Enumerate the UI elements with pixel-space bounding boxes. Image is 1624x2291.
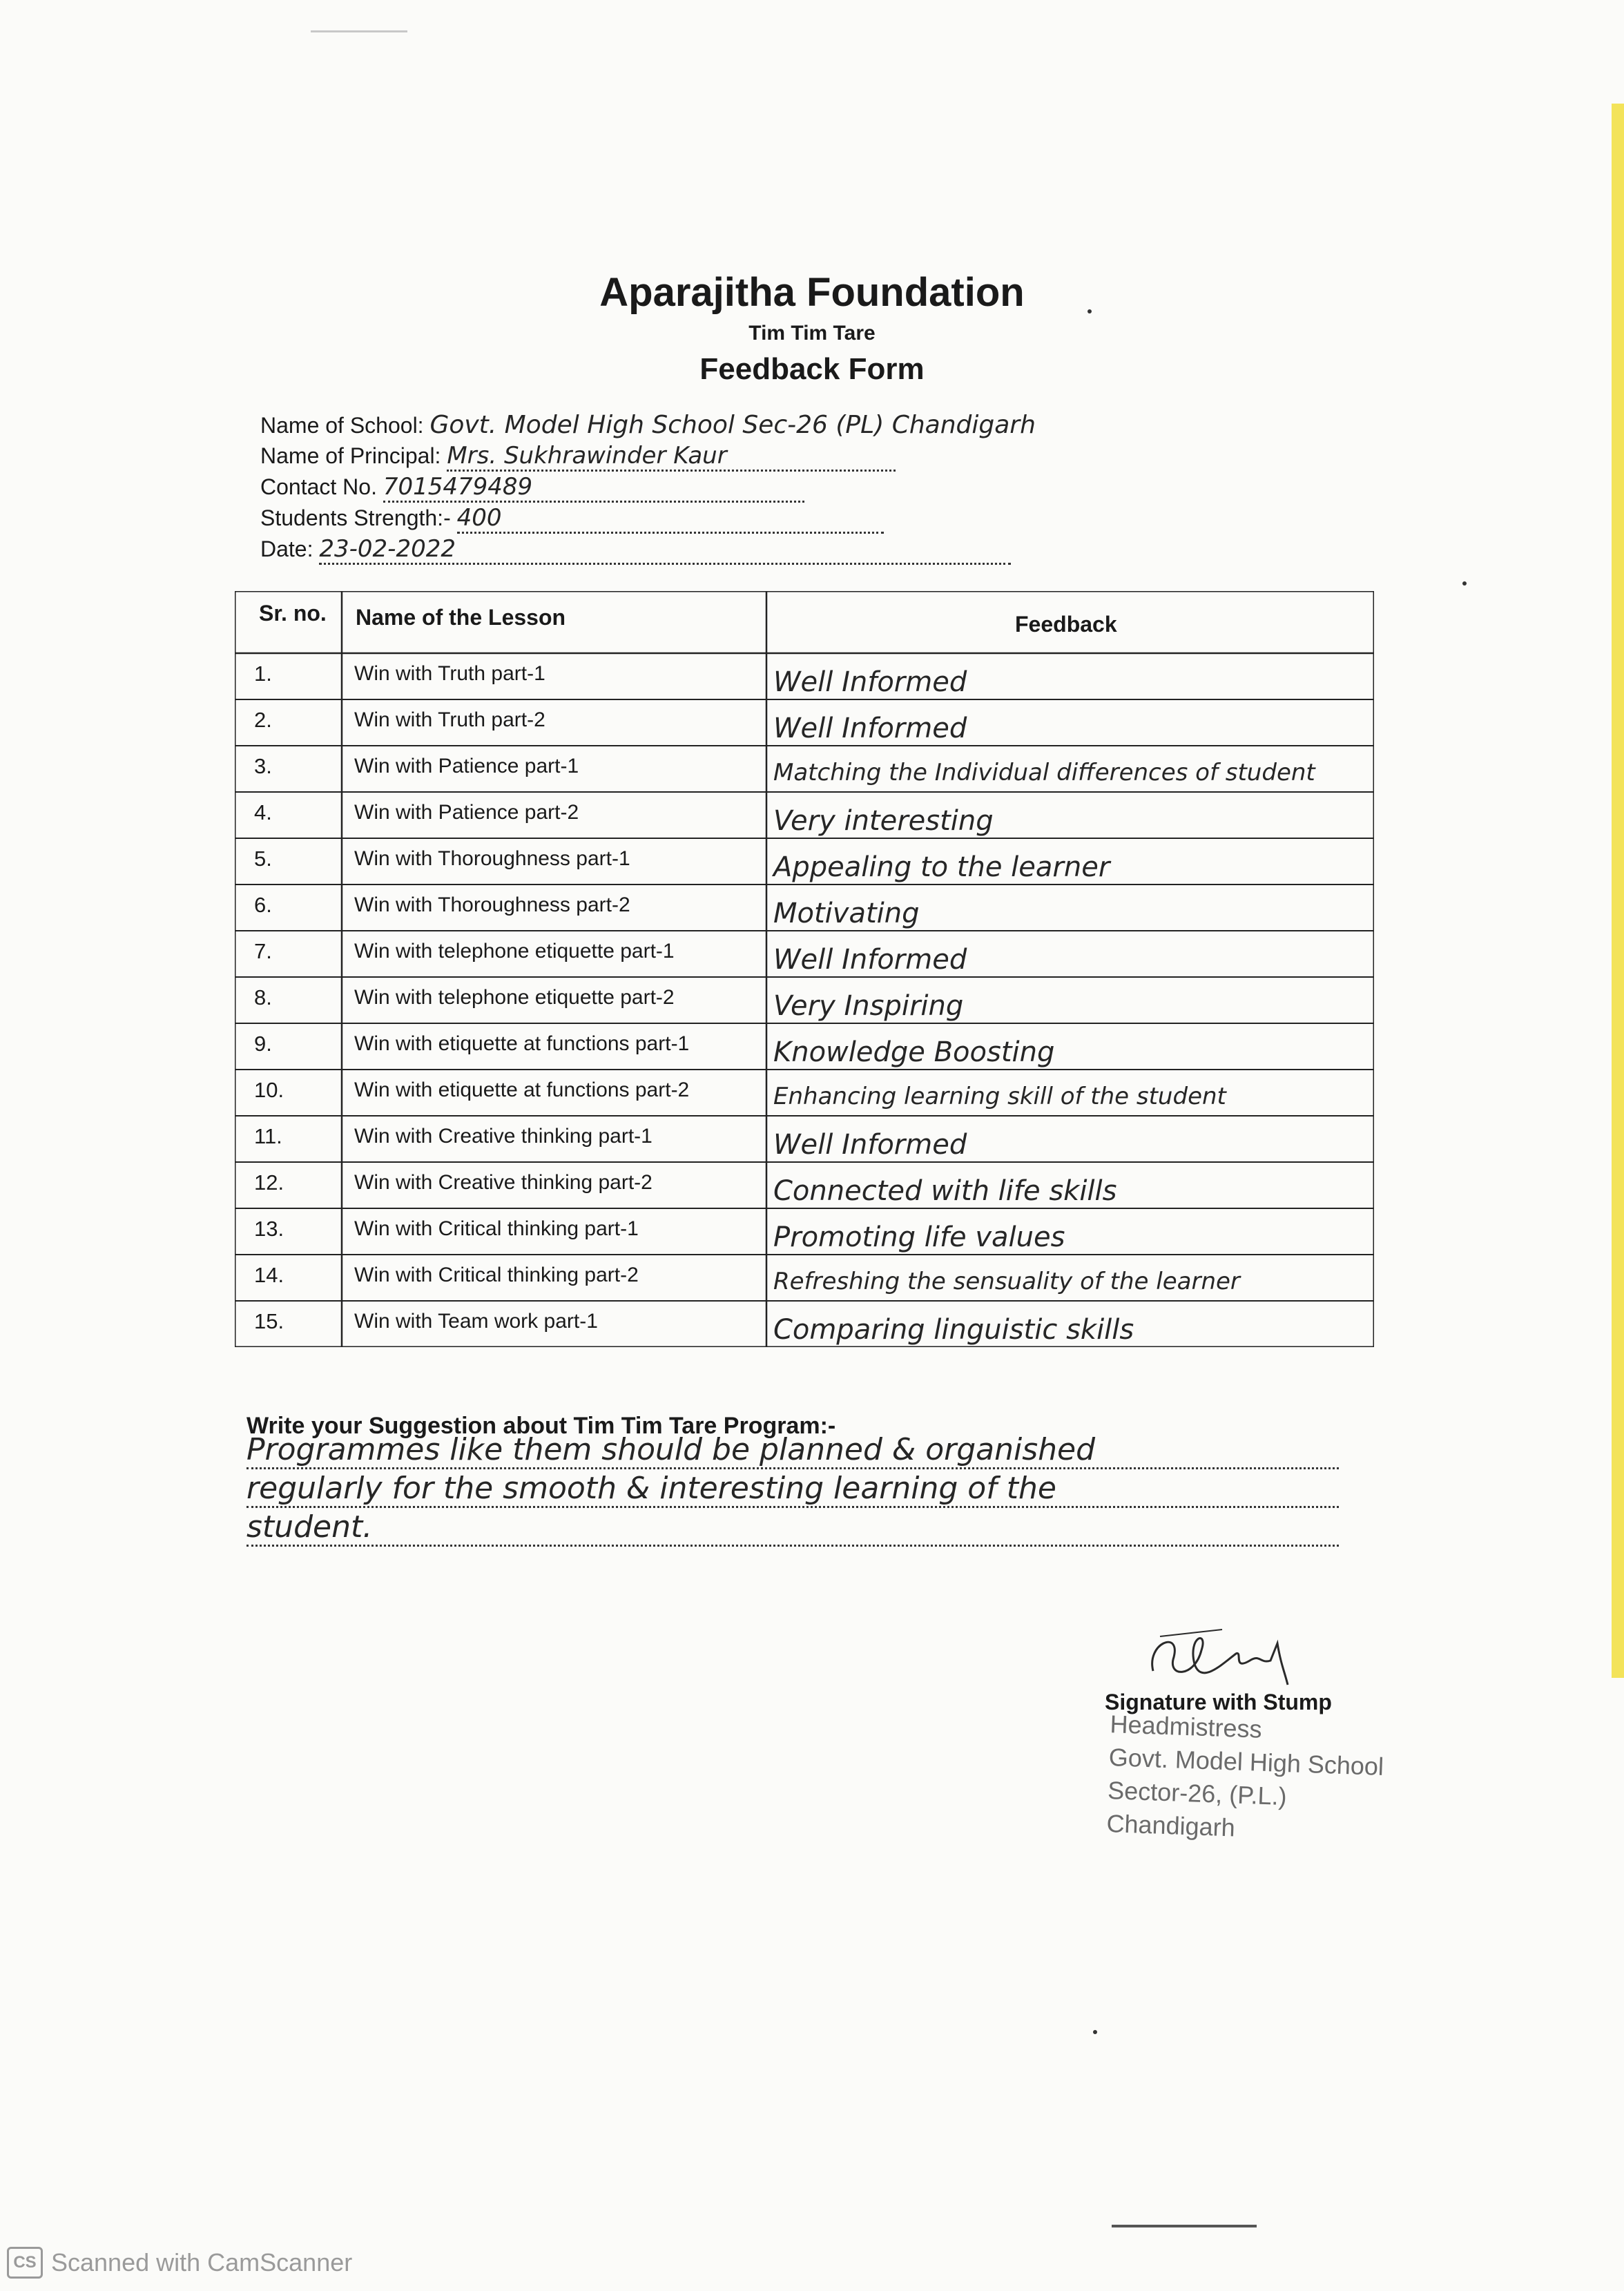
row-lesson: Win with Critical thinking part-2 [354, 1264, 639, 1287]
row-feedback: Refreshing the sensuality of the learner [773, 1267, 1240, 1295]
row-feedback: Very interesting [773, 804, 994, 837]
row-feedback: Well Informed [773, 1128, 967, 1161]
row-lesson: Win with Creative thinking part-1 [354, 1125, 652, 1148]
row-feedback: Motivating [773, 897, 920, 929]
principal-label: Name of Principal: [260, 443, 441, 468]
row-lesson: Win with Patience part-2 [354, 801, 579, 824]
row-lesson: Win with Thoroughness part-1 [354, 847, 630, 871]
school-stamp [1106, 1708, 1386, 1850]
row-sr: 7. [254, 939, 272, 964]
contact-label: Contact No. [260, 474, 377, 499]
form-title: Feedback Form [699, 352, 925, 386]
header-feedback: Feedback [1015, 612, 1117, 637]
row-feedback: Connected with life skills [773, 1174, 1117, 1207]
row-sr: 15. [254, 1309, 284, 1334]
school-value: Govt. Model High School Sec-26 (PL) Chandigarh [429, 411, 1036, 439]
row-feedback: Knowledge Boosting [773, 1036, 1055, 1068]
suggestion-line: regularly for the smooth & interesting learning of the [246, 1471, 1339, 1508]
row-lesson: Win with Creative thinking part-2 [354, 1171, 652, 1195]
row-feedback: Promoting life values [773, 1221, 1065, 1253]
row-feedback: Well Informed [773, 943, 967, 976]
row-sr: 14. [254, 1263, 284, 1288]
suggestion-line: Programmes like them should be planned & organished [246, 1432, 1339, 1469]
stamp-line: Sector-26, (P.L.) [1107, 1776, 1288, 1811]
date-value: 23-02-2022 [319, 535, 456, 563]
row-feedback: Appealing to the learner [773, 851, 1110, 883]
strength-value: 400 [456, 504, 502, 532]
row-sr: 11. [254, 1124, 282, 1149]
camscanner-text: Scanned with CamScanner [51, 2248, 353, 2276]
row-lesson: Win with Thoroughness part-2 [354, 893, 630, 917]
header-sr: Sr. no. [259, 601, 327, 626]
principal-value: Mrs. Sukhrawinder Kaur [447, 442, 727, 470]
stamp-line: Chandigarh [1105, 1809, 1236, 1842]
suggestion-line: student. [246, 1509, 1339, 1547]
date-line [260, 535, 1011, 565]
row-feedback: Comparing linguistic skills [773, 1313, 1134, 1346]
handwritten-signature [1139, 1623, 1319, 1692]
row-feedback: Well Informed [773, 712, 967, 744]
school-line [260, 411, 1036, 439]
row-lesson: Win with Team work part-1 [354, 1310, 598, 1333]
org-title: Aparajitha Foundation [599, 270, 1025, 315]
row-sr: 13. [254, 1217, 284, 1241]
row-sr: 9. [254, 1032, 272, 1056]
row-feedback: Matching the Individual differences of student [773, 758, 1315, 786]
date-label: Date: [260, 536, 313, 561]
row-sr: 1. [254, 661, 272, 686]
suggestion-label: Write your Suggestion about Tim Tim Tare Program:- [246, 1413, 836, 1439]
row-lesson: Win with telephone etiquette part-2 [354, 986, 675, 1009]
feedback-table [235, 591, 1374, 1347]
row-lesson: Win with etiquette at functions part-1 [354, 1032, 690, 1056]
row-lesson: Win with Critical thinking part-1 [354, 1217, 639, 1241]
strength-line [260, 504, 884, 534]
school-label: Name of School: [260, 413, 424, 438]
contact-line [260, 473, 804, 503]
row-feedback: Well Informed [773, 666, 967, 698]
row-sr: 3. [254, 754, 272, 779]
stamp-line: Headmistress [1109, 1710, 1263, 1743]
program-name: Tim Tim Tare [748, 322, 876, 345]
row-lesson: Win with Patience part-1 [354, 755, 579, 778]
row-lesson: Win with etiquette at functions part-2 [354, 1079, 690, 1102]
row-sr: 6. [254, 893, 272, 918]
row-sr: 2. [254, 708, 272, 733]
principal-line [260, 442, 896, 472]
row-feedback: Enhancing learning skill of the student [773, 1082, 1226, 1110]
camscanner-watermark [7, 2247, 352, 2279]
footer-rule [1112, 2225, 1257, 2227]
row-sr: 8. [254, 985, 272, 1010]
stamp-line: Govt. Model High School [1108, 1743, 1384, 1781]
row-feedback: Very Inspiring [773, 989, 964, 1022]
row-sr: 4. [254, 800, 272, 825]
row-lesson: Win with Truth part-2 [354, 708, 545, 732]
strength-label: Students Strength:- [260, 505, 451, 530]
contact-value: 7015479489 [383, 473, 533, 501]
row-sr: 12. [254, 1170, 284, 1195]
row-lesson: Win with Truth part-1 [354, 662, 545, 686]
row-sr: 5. [254, 847, 272, 871]
row-lesson: Win with telephone etiquette part-1 [354, 940, 675, 963]
scan-artifact [311, 30, 407, 32]
header-lesson: Name of the Lesson [356, 605, 566, 630]
signature-label: Signature with Stump [1105, 1690, 1332, 1714]
camscanner-logo-icon: CS [7, 2247, 43, 2279]
row-sr: 10. [254, 1078, 284, 1103]
